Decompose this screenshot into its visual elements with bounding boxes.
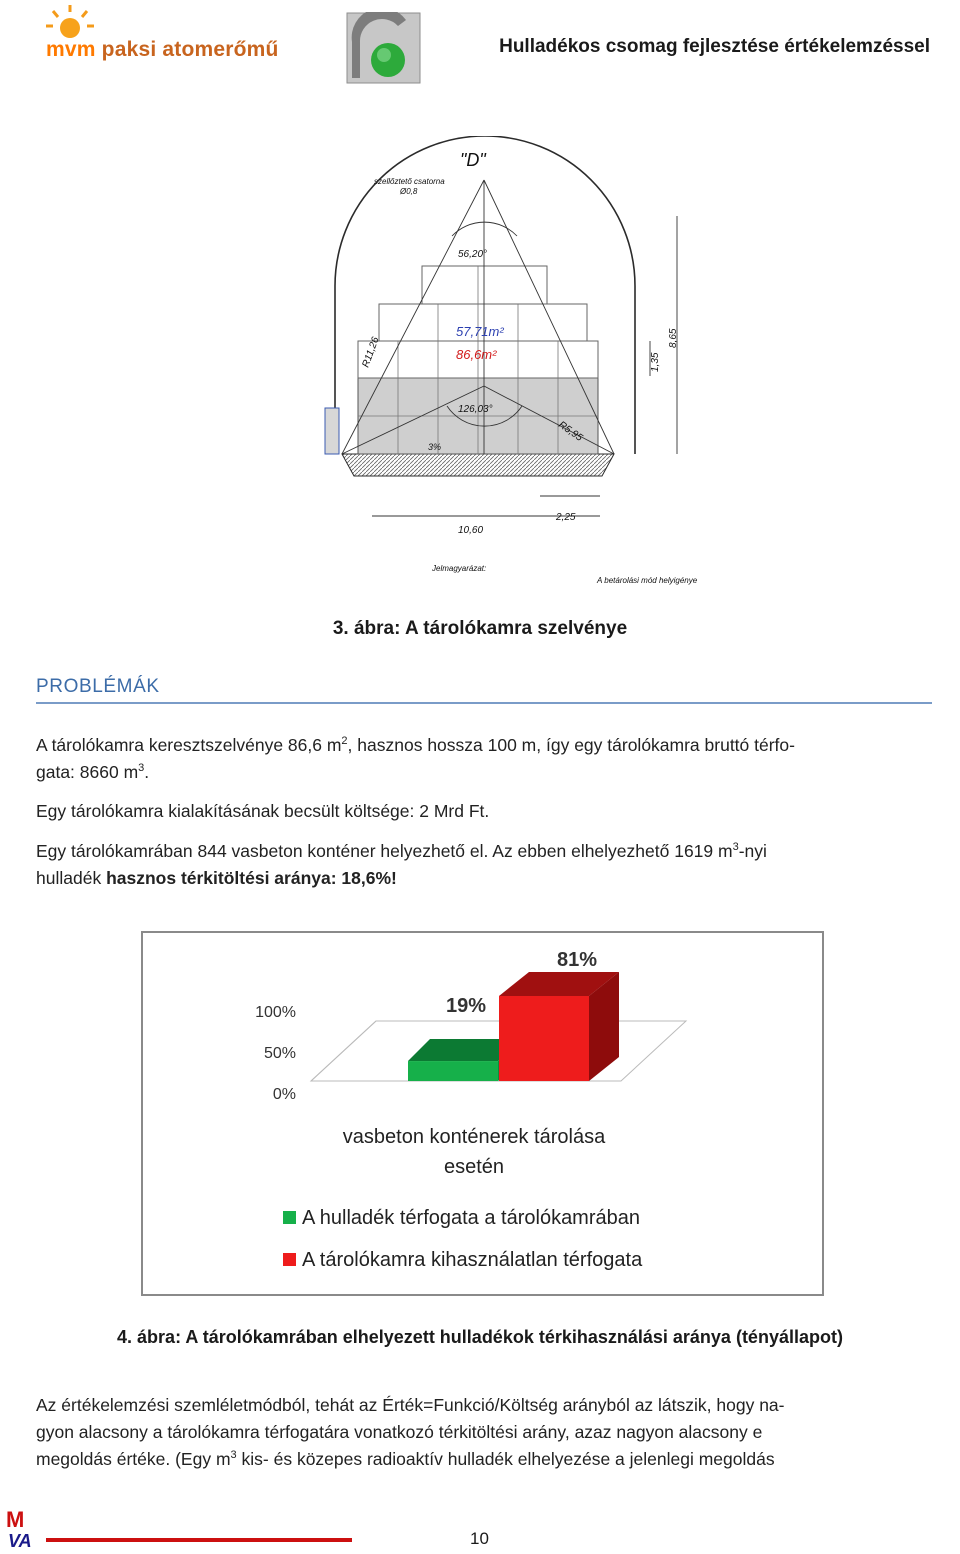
p3-bold-ratio: hasznos térkitöltési aránya: 18,6%! bbox=[106, 868, 397, 888]
paragraph-3 bbox=[36, 838, 930, 892]
p4-line-3b: kis- és közepes radioaktív hulladék elhelyezése a jelenlegi megoldás bbox=[236, 1449, 775, 1469]
drawing-label-vent: szellőztető csatorna bbox=[374, 177, 445, 186]
paragraph-4 bbox=[36, 1392, 930, 1473]
paragraph-2: Egy tárolókamra kialakításának becsült költsége: 2 Mrd Ft. bbox=[36, 801, 490, 821]
document-header-title: Hulladékos csomag fejlesztése értékelemzéssel bbox=[499, 36, 930, 57]
footer-logo bbox=[6, 1505, 50, 1549]
drawing-legend-title: Jelmagyarázat: bbox=[432, 564, 487, 573]
footer-divider bbox=[46, 1538, 352, 1542]
bar-front bbox=[408, 1061, 498, 1081]
figure3-caption: 3. ábra: A tárolókamra szelvénye bbox=[332, 618, 628, 639]
category-label: esetén bbox=[443, 1156, 505, 1178]
p1-text-b: , hasznos hossza 100 m, így egy tárolókamra bruttó térfo- bbox=[347, 735, 795, 755]
company-logo-text bbox=[46, 38, 279, 62]
category-label: vasbeton konténerek tárolása bbox=[342, 1126, 606, 1148]
p1-text-d: . bbox=[144, 762, 150, 782]
space-usage-chart bbox=[141, 931, 824, 1296]
bar-front bbox=[499, 996, 589, 1081]
drawing-label-h1: 1,35 bbox=[650, 352, 661, 372]
p4-line-2: gyon alacsony a tárolókamra térfogatára vonatkozó térkitöltési arány, azaz nagyon alacsony e bbox=[36, 1422, 763, 1442]
footer-logo-name: MicroVA bbox=[6, 1505, 10, 1506]
p4-line-3a: megoldás értéke. (Egy m bbox=[36, 1449, 231, 1469]
p3-text-c: hulladék bbox=[36, 868, 107, 888]
drawing-label-radius2: R5,95 bbox=[556, 419, 585, 444]
p4-line-1: Az értékelemzési szemléletmódból, tehát az Érték=Funkció/Költség arányból az látszik, hogy na- bbox=[36, 1395, 785, 1415]
svg-text:M: M bbox=[6, 1507, 25, 1532]
p1-text-c: gata: 8660 m bbox=[36, 762, 139, 782]
drawing-label-w2: 2,25 bbox=[556, 512, 576, 523]
p1-sup: 2 bbox=[341, 735, 348, 748]
chamber-cross-section-drawing bbox=[222, 136, 742, 588]
drawing-label-angle-bottom: 126,03° bbox=[458, 404, 493, 415]
p1-sup2: 3 bbox=[138, 762, 145, 775]
figure4-caption: 4. ábra: A tárolókamrában elhelyezett hulladékok térkihasználási aránya (tényállapot) bbox=[117, 1327, 843, 1347]
drawing-label-radius1: R11,26 bbox=[360, 335, 382, 370]
bar-data-label: 81% bbox=[556, 949, 598, 971]
drawing-label-w1: 10,60 bbox=[458, 525, 484, 536]
p3-text-b: -nyi bbox=[738, 841, 767, 861]
section-heading: PROBLÉMÁK bbox=[36, 676, 160, 697]
y-tick-label: 0% bbox=[272, 1086, 296, 1103]
logo-name: paksi atomerőmű bbox=[101, 38, 279, 61]
p3-text-a: Egy tárolókamrában 844 vasbeton konténer helyezhető el. Az ebben elhelyezhető 1619 m bbox=[36, 841, 733, 861]
legend-swatch bbox=[283, 1253, 296, 1266]
drawing-label-angle-top: 56,20° bbox=[458, 249, 488, 260]
drawing-label-area1: 57,71m² bbox=[456, 324, 504, 339]
drawing-label-area2: 86,6m² bbox=[456, 347, 497, 362]
legend-swatch bbox=[283, 1211, 296, 1224]
p1-text-a: A tárolókamra keresztszelvénye 86,6 m bbox=[36, 735, 342, 755]
paragraph-1 bbox=[36, 732, 930, 786]
page-number: 10 bbox=[470, 1529, 489, 1548]
drawing-label-d: "D" bbox=[460, 150, 486, 170]
drawing-label-vent-d: Ø0,8 bbox=[400, 187, 418, 196]
p3-sup: 3 bbox=[732, 841, 739, 854]
legend-label: A tárolókamra kihasználatlan térfogata bbox=[302, 1249, 643, 1271]
p4-sup: 3 bbox=[230, 1449, 237, 1462]
drawing-legend-item: A betárolási mód helyigénye bbox=[597, 576, 698, 585]
logo-mvm: mvm bbox=[46, 38, 96, 61]
partner-logo bbox=[346, 12, 421, 84]
y-tick-label: 100% bbox=[255, 1004, 296, 1021]
drawing-label-slope: 3% bbox=[428, 442, 442, 452]
drawing-label-h2: 8,65 bbox=[668, 328, 679, 348]
section-divider bbox=[36, 702, 932, 704]
chart-floor-edge bbox=[311, 1021, 376, 1081]
bar-data-label: 19% bbox=[445, 995, 487, 1017]
svg-text:VA: VA bbox=[8, 1531, 32, 1549]
y-tick-label: 50% bbox=[263, 1045, 296, 1062]
legend-label: A hulladék térfogata a tárolókamrában bbox=[302, 1207, 640, 1229]
